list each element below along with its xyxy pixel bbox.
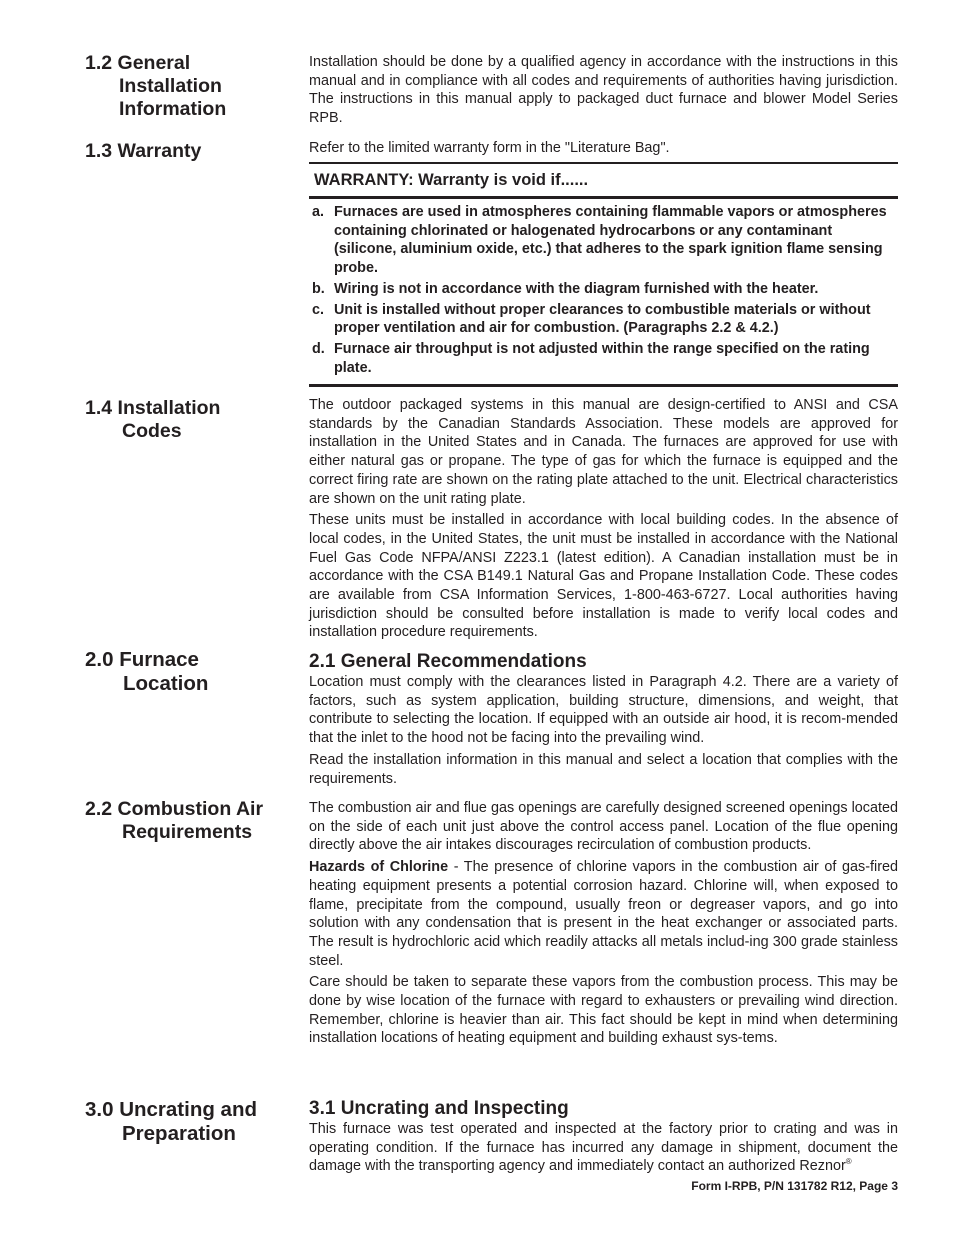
- warranty-item: c. Unit is installed without proper clearances to combustible materials or without proper ventilation and air for combustion. (Paragraphs 2.2 & 4.2.): [312, 301, 871, 337]
- section-1-4-heading: 1.4 Installation Codes: [85, 397, 221, 442]
- warranty-list: [312, 203, 892, 379]
- section-2-0-body: [309, 651, 898, 791]
- section-1-2-body: [309, 53, 898, 131]
- section-1-3-text: Refer to the limited warranty form in the "Literature Bag".: [309, 140, 670, 156]
- section-2-0-heading: 2.0 Furnace Location: [85, 648, 209, 695]
- section-3-0-body: [309, 1098, 898, 1179]
- warranty-title-rule: [309, 196, 898, 199]
- subheading-2-1: 2.1 General Recommendations: [309, 651, 587, 672]
- subheading-3-1: 3.1 Uncrating and Inspecting: [309, 1098, 569, 1119]
- section-2-2-para1: The combustion air and flue gas openings are carefully designed screened openings located on the side of each unit just above the control access panel. Location of the flue opening directly above the air intakes discourages recirculation of combustion products.: [309, 800, 898, 854]
- section-1-4-para1: The outdoor packaged systems in this manual are design-certified to ANSI and CSA standards by the Canadian Standards Association. These models are approved for installation in the United States and in Canada. The furnaces are approved for use with either natural gas or propane. The type of gas for which the furnace is equipped and the correct firing rate are shown on the rating plate attached to the unit. Electrical characteristics are shown on the unit rating plate.: [309, 397, 898, 507]
- warranty-item: a. Furnaces are used in atmospheres containing flammable vapors or atmospheres containing chlorinated or halogenated hydrocarbons or any contaminant (silicone, aluminium oxide, etc.) that adheres to the spark ignition flame sensing probe.: [312, 204, 887, 277]
- section-3-0-heading: 3.0 Uncrating and Preparation: [85, 1098, 258, 1145]
- warranty-top-rule: [309, 162, 898, 164]
- section-3-1-para1: This furnace was test operated and inspected at the factory prior to crating and was in operating condition. If the furnace has incurred any damage in shipment, document the damage with the transporting agency and immediately contact an authorized Reznor®: [309, 1121, 898, 1175]
- warranty-title: WARRANTY: Warranty is void if......: [314, 171, 589, 189]
- section-2-1-para1: Location must comply with the clearances listed in Paragraph 4.2. There are a variety of factors, such as system application, building structure, dimensions, and weight, that contribute to selecting the location. If equipped with an outside air hood, it is recom-mended that the inlet to the hood not be facing into the prevailing wind.: [309, 674, 898, 747]
- section-2-2-para3: Care should be taken to separate these vapors from the combustion process. This may be done by wise location of the furnace with regard to exhausters or prevailing wind direction. Remember, chlorine is heavier than air. This fact should be kept in mind when determining installation locations of heating equipment and building exhaust sys-tems.: [309, 974, 898, 1047]
- section-2-1-para2: Read the installation information in this manual and select a location that complies with the requirements.: [309, 751, 898, 787]
- section-1-3-heading: 1.3 Warranty: [85, 140, 202, 162]
- section-1-2-heading: 1.2 General Installation Information: [85, 52, 227, 120]
- hazards-label: Hazards of Chlorine: [309, 859, 449, 876]
- section-2-2-para2: Hazards of Chlorine - The presence of chlorine vapors in the combustion air of gas-fired heating equipment presents a potential corrosion hazard. Chlorine will, when exposed to flame, precipitate from the compound, usually freon or degreaser vapors, and go into solution with any condensation that is present in the heat exchanger or associated parts. The result is hydrochloric acid which readily attacks all metals includ-ing 300 grade stainless steel.: [309, 859, 898, 969]
- section-1-4-body: [309, 396, 898, 645]
- section-2-2-body: [309, 799, 898, 1051]
- section-1-2-text: Installation should be done by a qualified agency in accordance with the instructions in this manual and in compliance with all codes and requirements of authorities having jurisdiction. The instructions in this manual apply to packaged duct furnace and blower Model Series RPB.: [309, 54, 898, 127]
- section-1-3-body: [309, 139, 898, 161]
- warranty-item: d. Furnace air throughput is not adjusted within the range specified on the rating plate.: [312, 340, 870, 376]
- warranty-item: b. Wiring is not in accordance with the diagram furnished with the heater.: [312, 280, 819, 297]
- page-footer: Form I-RPB, P/N 131782 R12, Page 3: [691, 1179, 898, 1193]
- warranty-bottom-rule: [309, 384, 898, 387]
- section-2-2-heading: 2.2 Combustion Air Requirements: [85, 798, 264, 843]
- section-1-4-para2: These units must be installed in accordance with local building codes. In the absence of local codes, in the United States, the unit must be installed in accordance with the National Fuel Gas Code NFPA/ANSI Z223.1 (latest edition). A Canadian installation must be in accordance with the CSA B149.1 Natural Gas and Propane Installation Code. These codes are available from CSA Information Services, 1-800-463-6727. Local authorities having jurisdiction should be consulted before installation is made to verify local codes and installation procedure requirements.: [309, 512, 898, 641]
